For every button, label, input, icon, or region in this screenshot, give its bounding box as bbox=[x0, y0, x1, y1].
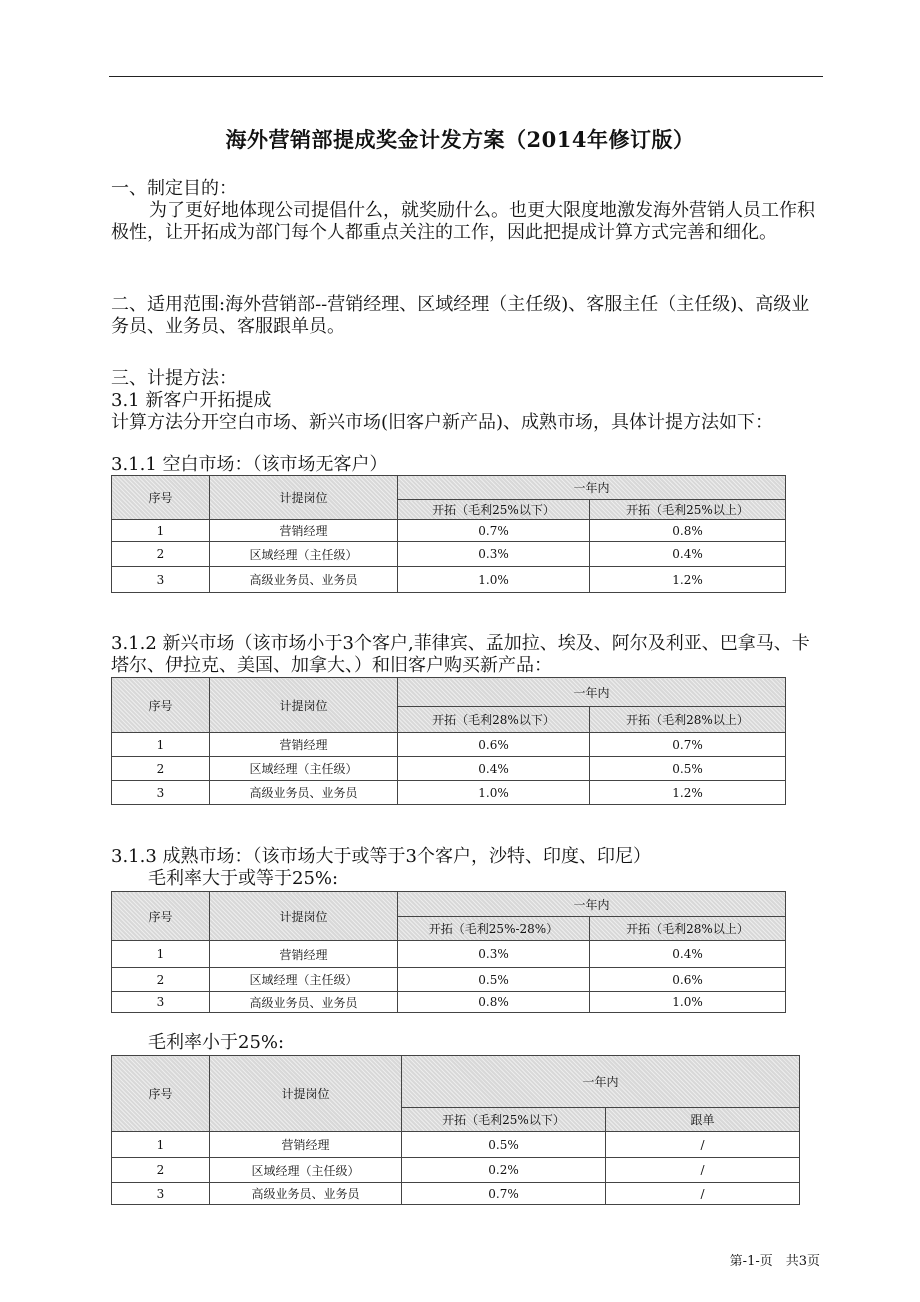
cell-no: 2 bbox=[112, 542, 210, 567]
cell-value-2: 0.4% bbox=[590, 941, 786, 968]
cell-no: 3 bbox=[112, 567, 210, 593]
cell-value-1: 0.3% bbox=[398, 542, 590, 567]
cell-value-1: 0.7% bbox=[398, 520, 590, 542]
header-position: 计提岗位 bbox=[210, 678, 398, 733]
header-col-2: 开拓（毛利28%以上） bbox=[590, 707, 786, 733]
cell-value-1: 0.4% bbox=[398, 757, 590, 781]
section-3-heading: 三、计提方法： bbox=[111, 368, 237, 389]
cell-value-2: / bbox=[606, 1183, 800, 1205]
cell-position: 营销经理 bbox=[210, 1132, 402, 1158]
table-row bbox=[112, 567, 786, 593]
header-col-1: 开拓（毛利28%以下） bbox=[398, 707, 590, 733]
cell-value-1: 0.6% bbox=[398, 733, 590, 757]
cell-position: 区域经理（主任级） bbox=[210, 968, 398, 992]
header-no: 序号 bbox=[112, 678, 210, 733]
cell-value-1: 0.7% bbox=[402, 1183, 606, 1205]
gross-margin-lt-25-label: 毛利率小于25%: bbox=[148, 1032, 285, 1053]
section-3-1-heading: 3.1 新客户开拓提成 bbox=[111, 390, 272, 411]
cell-no: 1 bbox=[112, 1132, 210, 1158]
header-col-1: 开拓（毛利25%以下） bbox=[402, 1108, 606, 1132]
header-position: 计提岗位 bbox=[210, 892, 398, 941]
section-3-1-2-heading: 3.1.2 新兴市场（该市场小于3个客户,菲律宾、孟加拉、埃及、阿尔及利亚、巴拿马、卡塔尔、伊拉克、美国、加拿大、）和旧客户购买新产品： bbox=[111, 633, 810, 676]
table-row bbox=[112, 1183, 800, 1205]
table-row bbox=[112, 1158, 800, 1183]
cell-position: 营销经理 bbox=[210, 941, 398, 968]
cell-value-1: 0.3% bbox=[398, 941, 590, 968]
section-2-body: 二、适用范围:海外营销部--营销经理、区域经理（主任级)、客服主任（主任级)、高级业务员、业务员、客服跟单员。 bbox=[111, 294, 810, 337]
header-no: 序号 bbox=[112, 476, 210, 520]
section-1-heading: 一、制定目的： bbox=[111, 178, 237, 199]
header-col-2: 跟单 bbox=[606, 1108, 800, 1132]
cell-value-1: 0.8% bbox=[398, 992, 590, 1013]
header-within-year: 一年内 bbox=[398, 476, 786, 500]
document-title: 海外营销部提成奖金计发方案（2014年修订版） bbox=[225, 127, 695, 152]
cell-no: 3 bbox=[112, 992, 210, 1013]
cell-value-2: 0.8% bbox=[590, 520, 786, 542]
cell-value-2: 0.4% bbox=[590, 542, 786, 567]
cell-value-1: 0.5% bbox=[402, 1132, 606, 1158]
cell-position: 营销经理 bbox=[210, 520, 398, 542]
cell-no: 2 bbox=[112, 1158, 210, 1183]
cell-no: 1 bbox=[112, 520, 210, 542]
table-mature-market-high-margin bbox=[111, 891, 786, 1013]
cell-position: 区域经理（主任级） bbox=[210, 1158, 402, 1183]
header-col-1: 开拓（毛利25%以下） bbox=[398, 500, 590, 520]
cell-value-2: / bbox=[606, 1158, 800, 1183]
cell-no: 3 bbox=[112, 1183, 210, 1205]
section-3-1-desc: 计算方法分开空白市场、新兴市场(旧客户新产品)、成熟市场，具体计提方法如下： bbox=[111, 412, 774, 433]
cell-value-2: 0.7% bbox=[590, 733, 786, 757]
cell-value-2: 1.2% bbox=[590, 781, 786, 805]
cell-position: 营销经理 bbox=[210, 733, 398, 757]
table-row bbox=[112, 941, 786, 968]
cell-value-1: 0.5% bbox=[398, 968, 590, 992]
cell-position: 高级业务员、业务员 bbox=[210, 781, 398, 805]
table-row bbox=[112, 542, 786, 567]
table-emerging-market bbox=[111, 677, 786, 805]
cell-position: 区域经理（主任级） bbox=[210, 757, 398, 781]
section-3-1-1-heading: 3.1.1 空白市场：（该市场无客户） bbox=[111, 454, 388, 475]
header-position: 计提岗位 bbox=[210, 1056, 402, 1132]
cell-position: 高级业务员、业务员 bbox=[210, 1183, 402, 1205]
header-rule bbox=[109, 76, 823, 77]
section-3-1-3-heading: 3.1.3 成熟市场：（该市场大于或等于3个客户，沙特、印度、印尼） bbox=[111, 846, 651, 867]
header-within-year: 一年内 bbox=[398, 892, 786, 917]
table-row bbox=[112, 757, 786, 781]
table-mature-market-low-margin bbox=[111, 1055, 800, 1205]
cell-value-2: 0.5% bbox=[590, 757, 786, 781]
table-row bbox=[112, 733, 786, 757]
header-col-2: 开拓（毛利25%以上） bbox=[590, 500, 786, 520]
section-1-body: 为了更好地体现公司提倡什么，就奖励什么。也更大限度地激发海外营销人员工作积极性，让开拓成为部门每个人都重点关注的工作，因此把提成计算方式完善和细化。 bbox=[111, 200, 815, 243]
cell-no: 2 bbox=[112, 968, 210, 992]
header-within-year: 一年内 bbox=[398, 678, 786, 707]
table-row bbox=[112, 1132, 800, 1158]
cell-position: 高级业务员、业务员 bbox=[210, 567, 398, 593]
table-row bbox=[112, 520, 786, 542]
cell-value-1: 1.0% bbox=[398, 781, 590, 805]
cell-no: 1 bbox=[112, 733, 210, 757]
table-row bbox=[112, 781, 786, 805]
header-col-1: 开拓（毛利25%-28%） bbox=[398, 917, 590, 941]
cell-no: 3 bbox=[112, 781, 210, 805]
cell-position: 区域经理（主任级） bbox=[210, 542, 398, 567]
header-within-year: 一年内 bbox=[402, 1056, 800, 1108]
header-no: 序号 bbox=[112, 892, 210, 941]
cell-value-2: 0.6% bbox=[590, 968, 786, 992]
header-col-2: 开拓（毛利28%以上） bbox=[590, 917, 786, 941]
gross-margin-ge-25-label: 毛利率大于或等于25%: bbox=[148, 868, 339, 889]
cell-no: 1 bbox=[112, 941, 210, 968]
cell-value-2: / bbox=[606, 1132, 800, 1158]
cell-value-2: 1.2% bbox=[590, 567, 786, 593]
cell-value-1: 1.0% bbox=[398, 567, 590, 593]
cell-position: 高级业务员、业务员 bbox=[210, 992, 398, 1013]
cell-no: 2 bbox=[112, 757, 210, 781]
header-position: 计提岗位 bbox=[210, 476, 398, 520]
page-footer: 第-1-页 共3页 bbox=[729, 1254, 820, 1269]
cell-value-1: 0.2% bbox=[402, 1158, 606, 1183]
table-blank-market bbox=[111, 475, 786, 593]
table-row bbox=[112, 992, 786, 1013]
cell-value-2: 1.0% bbox=[590, 992, 786, 1013]
header-no: 序号 bbox=[112, 1056, 210, 1132]
table-row bbox=[112, 968, 786, 992]
